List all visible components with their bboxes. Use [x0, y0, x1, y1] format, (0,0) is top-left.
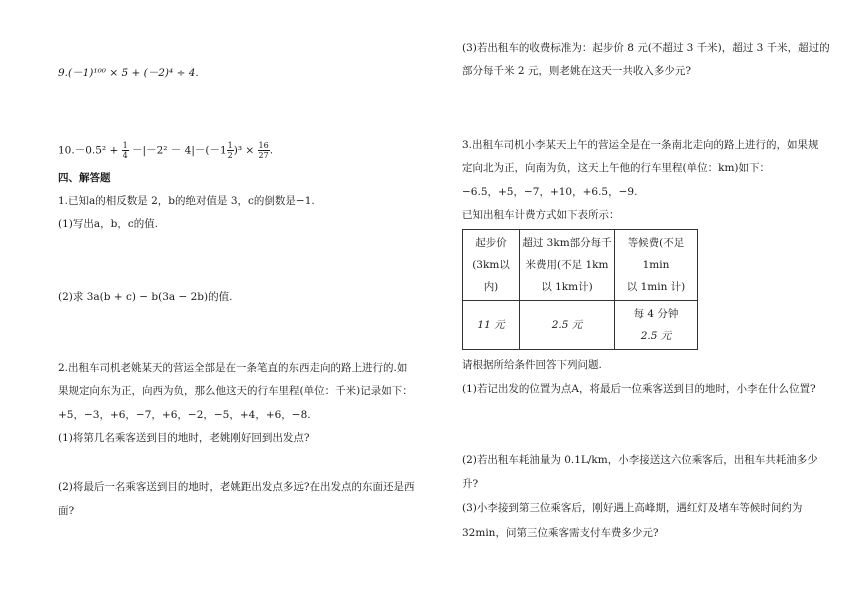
header-start-price: 起步价 (3km以内): [463, 230, 520, 301]
problem-2-data: +5，−3，+6，−7，+6，−2，−5，+4，+6，−8.: [58, 409, 311, 421]
problem-2-part-1: (1)将第几名乘客送到目的地时，老姚刚好回到出发点?: [58, 432, 310, 444]
question-9: 9.(－1)¹⁰⁰ × 5 + (－2)⁴ ÷ 4.: [58, 67, 199, 79]
problem-1-part-2: (2)求 3a(b + c) − b(3a − 2b)的值.: [58, 291, 233, 303]
q10-middle2: )³ ×: [233, 144, 255, 157]
q10-middle: －|－2² － 4|－(－1: [132, 144, 227, 157]
problem-1-stem: 1.已知a的相反数是 2，b的绝对值是 3，c的倒数是−1.: [58, 195, 315, 207]
question-10: 10.－0.5² + $\frac{1}{4}$ －|－2² － 4|－(－1 $\frac{1}{2}$ )³ × $\frac{16}{27}$ .: [58, 141, 274, 160]
problem-2-part-2-line-2: 面?: [58, 505, 75, 517]
problem-3-part-2-line-1: (2)若出租车耗油量为 0.1L/km，小李接送这六位乘客后，出租车共耗油多少: [462, 454, 818, 466]
header-per-km: 超过 3km部分每千 米费用(不足 1km 以 1km计): [520, 230, 615, 301]
table-value-row: [463, 301, 698, 350]
fraction-1-2: $\frac{1}{2}$: [227, 141, 233, 160]
fare-table: [462, 229, 698, 350]
problem-2-stem-line-1: 2.出租车司机老姚某天的营运全部是在一条笔直的东西走向的路上进行的.如: [58, 362, 408, 374]
table-header-row: [463, 230, 698, 301]
problem-3-part-2-line-2: 升?: [462, 478, 479, 490]
problem-3-part-1: (1)若记出发的位置为点A，将最后一位乘客送到目的地时，小李在什么位置?: [462, 383, 816, 395]
instruction: 请根据所给条件回答下列问题.: [462, 359, 602, 371]
problem-1-part-1: (1)写出a，b，c的值.: [58, 218, 159, 230]
section-heading: 四、解答题: [58, 172, 111, 184]
problem-2-stem-line-2: 果规定向东为正，向西为负，那么他这天的行车里程(单位：千米)记录如下：: [58, 385, 413, 397]
problem-3-part-3-line-2: 32min，问第三位乘客需支付车费多少元?: [462, 527, 659, 539]
table-intro: 已知出租车计费方式如下表所示：: [462, 209, 620, 221]
problem-2-part-3-line-1: (3)若出租车的收费标准为：起步价 8 元(不超过 3 千米)，超过 3 千米，超过的: [462, 42, 830, 54]
q10-prefix: 10.－0.5² +: [58, 144, 119, 157]
problem-2-part-2-line-1: (2)将最后一名乘客送到目的地时，老姚距出发点多远?在出发点的东面还是西: [58, 481, 415, 493]
header-waiting-fee: 等候费(不足 1min 以 1min 计): [615, 230, 698, 301]
value-per-km: 2.5 元: [520, 301, 615, 350]
problem-2-part-3-line-2: 部分每千米 2 元，则老姚在这天一共收入多少元?: [462, 65, 691, 77]
problem-3-part-3-line-1: (3)小李接到第三位乘客后，刚好遇上高峰期，遇红灯及堵车等候时间约为: [462, 502, 803, 514]
problem-3-data: −6.5，+5，−7，+10，+6.5，−9.: [462, 186, 638, 198]
problem-3-stem-line-2: 定向北为正，向南为负，这天上午他的行车里程(单位：km)如下：: [462, 162, 771, 174]
fraction-1-4: $\frac{1}{4}$: [122, 141, 128, 160]
value-start-price: 11 元: [463, 301, 520, 350]
problem-3-stem-line-1: 3.出租车司机小李某天上午的营运全是在一条南北走向的路上进行的，如果规: [462, 139, 819, 151]
fraction-16-27: $\frac{16}{27}$: [258, 141, 269, 160]
value-waiting-fee: 每 4 分钟 2.5 元: [615, 301, 698, 350]
